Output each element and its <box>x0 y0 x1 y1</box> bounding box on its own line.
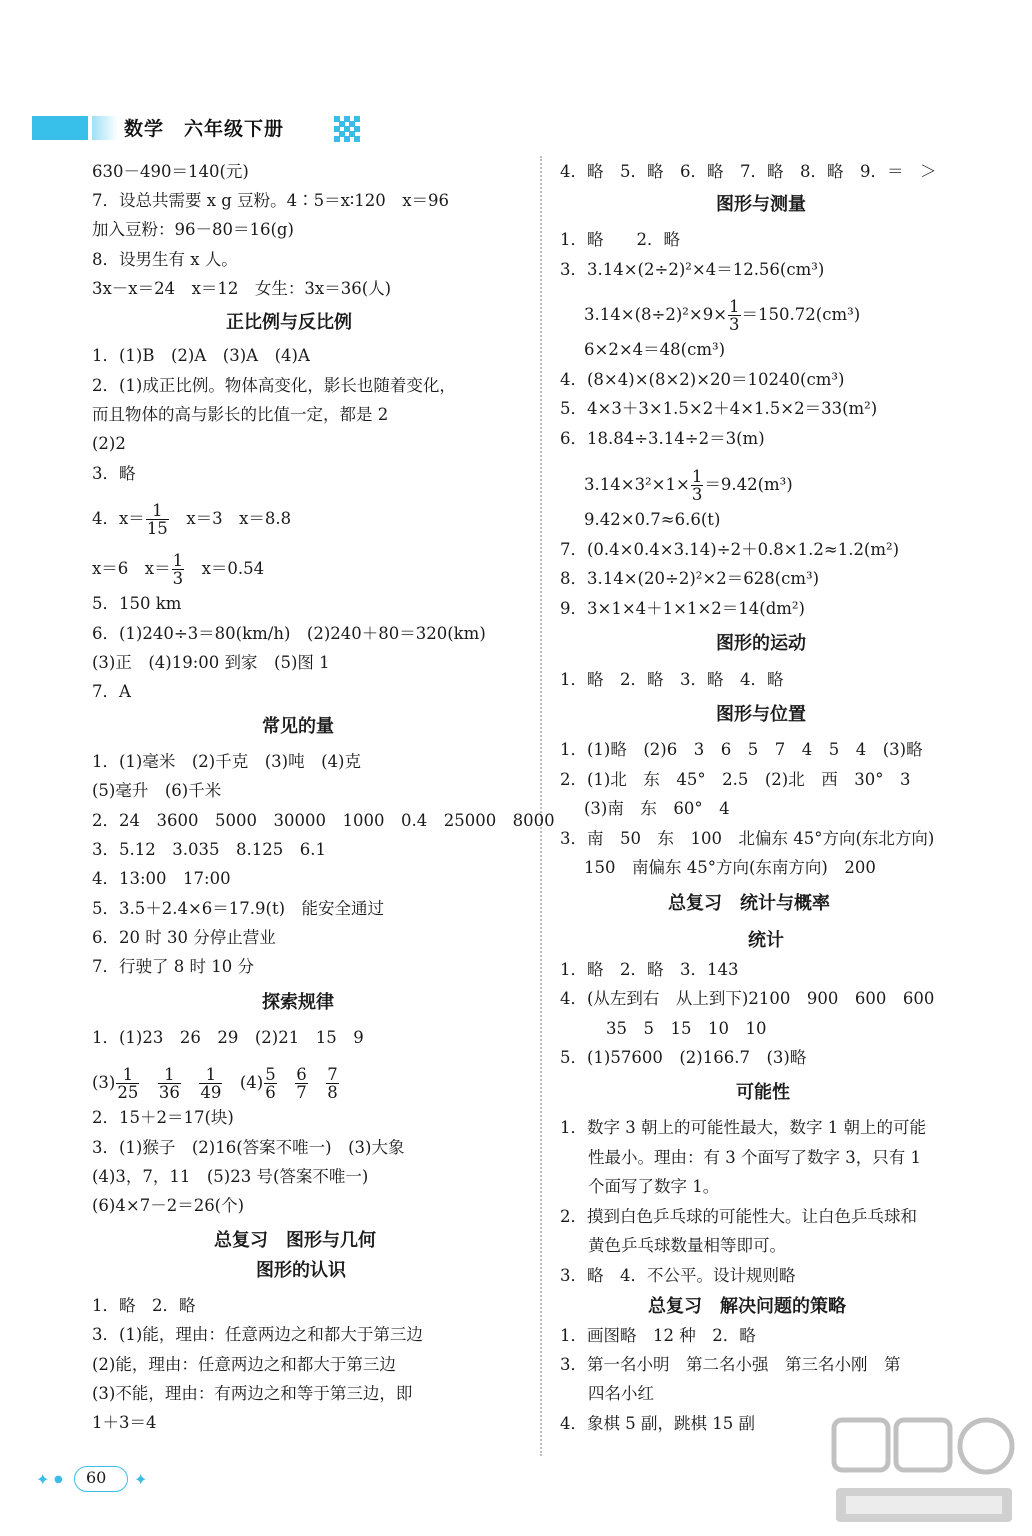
numerator: 5 <box>265 1065 276 1084</box>
answer-line: 性最小。理由：有 3 个面写了数字 3，只有 1 <box>588 1148 921 1167</box>
answer-line: 1．略 2．略 3．略 4．略 <box>560 670 784 689</box>
section-title: 总复习 解决问题的策略 <box>648 1296 846 1317</box>
section-title: 图形与位置 <box>716 704 806 725</box>
section-title: 总复习 图形与几何 <box>214 1230 376 1251</box>
denominator: 6 <box>265 1083 276 1102</box>
section-title: 正比例与反比例 <box>226 312 352 333</box>
numerator: 1 <box>158 1066 181 1084</box>
text: 3.14×(8÷2)²×9× <box>584 305 728 324</box>
dot-icon: ● <box>54 1474 63 1485</box>
answer-line: 7．行驶了 8 时 10 分 <box>92 957 254 976</box>
answer-line: 1．(1)毫米 (2)千克 (3)吨 (4)克 <box>92 752 361 771</box>
denominator: 8 <box>327 1083 338 1102</box>
answer-line: (4)3，7，11 (5)23 号(答案不唯一) <box>92 1167 369 1186</box>
numerator: 1 <box>116 1066 139 1084</box>
numerator: 1 <box>146 502 169 520</box>
answer-line: 6．20 时 30 分停止营业 <box>92 928 276 947</box>
answer-line: (3)南 东 60° 4 <box>584 799 730 818</box>
answer-line: 3．3.14×(2÷2)²×4＝12.56(cm³) <box>560 260 825 279</box>
answer-line: 7．设总共需要 x g 豆粉。4∶5＝x∶120 x＝96 <box>92 191 449 210</box>
text: x＝3 x＝8.8 <box>169 509 292 528</box>
section-title: 图形的运动 <box>716 633 806 654</box>
numerator: 1 <box>729 297 740 316</box>
section-title: 总复习 统计与概率 <box>668 893 830 914</box>
answer-line: 3．南 50 东 100 北偏东 45°方向(东北方向) <box>560 829 935 848</box>
answer-line: 9．3×1×4＋1×1×2＝14(dm²) <box>560 599 805 618</box>
page-header <box>32 112 372 144</box>
text: (4) <box>239 1073 264 1092</box>
text: 4．x＝ <box>92 509 145 528</box>
denominator: 7 <box>296 1083 307 1102</box>
header-gradient-bar <box>92 116 118 140</box>
answer-line: 5．150 km <box>92 594 182 613</box>
answer-line: 黄色乒乓球数量相等即可。 <box>588 1236 786 1255</box>
denominator: 3 <box>691 485 703 504</box>
fraction <box>116 1066 139 1101</box>
star-icon: ✦ <box>36 1470 50 1489</box>
section-title: 探索规律 <box>262 992 334 1013</box>
answer-line: 4．13:00 17:00 <box>92 869 231 888</box>
fraction <box>158 1066 181 1101</box>
answer-line: 1．(1)略 (2)6 3 6 5 7 4 5 4 (3)略 <box>560 740 923 759</box>
answer-line: 1．(1)23 26 29 (2)21 15 9 <box>92 1028 364 1047</box>
denominator: 25 <box>117 1083 139 1102</box>
answer-line: 2．摸到白色乒乓球的可能性大。让白色乒乓球和 <box>560 1207 917 1226</box>
denominator: 36 <box>158 1083 180 1102</box>
answer-line: 3．略 4．不公平。设计规则略 <box>560 1266 796 1285</box>
text: 3.14×3²×1× <box>584 475 690 494</box>
fraction <box>146 502 169 537</box>
answer-line: 35 5 15 10 10 <box>606 1019 767 1038</box>
answer-line: 3．(1)猴子 (2)16(答案不唯一) (3)大象 <box>92 1138 405 1157</box>
answer-line: 1．略 2．略 <box>560 230 680 249</box>
answer-line: (2)能，理由：任意两边之和都大于第三边 <box>92 1355 396 1374</box>
answer-line: 7．A <box>92 682 131 701</box>
header-color-block <box>32 116 88 140</box>
answer-line: 6×2×4＝48(cm³) <box>584 340 726 359</box>
watermark-logo-icon <box>826 1410 1026 1530</box>
answer-line: 2．24 3600 5000 30000 1000 0.4 25000 8000 <box>92 811 555 830</box>
answer-line: 1．略 2．略 <box>92 1296 196 1315</box>
answer-line: 2．(1)成正比例。物体高变化，影长也随着变化， <box>92 376 456 395</box>
answer-line <box>92 502 291 537</box>
numerator: 1 <box>172 551 184 570</box>
fraction <box>199 1066 222 1101</box>
answer-line: 3．第一名小明 第二名小强 第三名小刚 第 <box>560 1355 901 1374</box>
section-title: 图形与测量 <box>716 194 806 215</box>
answer-line: 5．4×3＋3×1.5×2＋4×1.5×2＝33(m²) <box>560 399 878 418</box>
section-subtitle: 图形的认识 <box>256 1260 346 1281</box>
fraction <box>728 298 741 333</box>
fraction <box>326 1066 339 1101</box>
answer-line: 6．(1)240÷3＝80(km/h) (2)240＋80＝320(km) <box>92 624 486 643</box>
star-icon: ✦ <box>134 1470 148 1489</box>
section-subtitle: 统计 <box>748 930 784 951</box>
page-number-text: 60 <box>86 1468 107 1487</box>
answer-line <box>92 1066 340 1101</box>
answer-line: (3)不能，理由：有两边之和等于第三边，即 <box>92 1384 413 1403</box>
answer-line: 而且物体的高与影长的比值一定，都是 2 <box>92 405 389 424</box>
answer-line: 4．(8×4)×(8×2)×20＝10240(cm³) <box>560 370 845 389</box>
answer-line: (3)正 (4)19:00 到家 (5)图 1 <box>92 653 330 672</box>
answer-line: 1．数字 3 朝上的可能性最大，数字 1 朝上的可能 <box>560 1118 926 1137</box>
answer-line: (2)2 <box>92 434 126 453</box>
section-subtitle: 可能性 <box>736 1082 790 1103</box>
answer-line: 3．5.12 3.035 8.125 6.1 <box>92 840 326 859</box>
answer-line: 4．象棋 5 副，跳棋 15 副 <box>560 1414 755 1433</box>
answer-line: 1．(1)B (2)A (3)A (4)A <box>92 346 310 365</box>
text: x＝0.54 <box>185 559 265 578</box>
answer-line: 3x－x＝24 x＝12 女生：3x＝36(人) <box>92 279 392 298</box>
text: (3) <box>92 1073 116 1092</box>
answer-line: 6．18.84÷3.14÷2＝3(m) <box>560 429 765 448</box>
checker-dots-icon <box>334 116 360 142</box>
numerator: 6 <box>296 1065 307 1084</box>
answer-line: 加入豆粉：96－80＝16(g) <box>92 220 294 239</box>
answer-line: 4．略 5．略 6．略 7．略 8．略 9．＝ ＞ <box>560 162 937 181</box>
answer-line: 1．画图略 12 种 2．略 <box>560 1326 756 1345</box>
answer-line: 630－490＝140(元) <box>92 162 249 181</box>
answer-line: 8．3.14×(20÷2)²×2＝628(cm³) <box>560 569 820 588</box>
denominator: 49 <box>200 1083 222 1102</box>
answer-line: 1．略 2．略 3．143 <box>560 960 739 979</box>
answer-line: 四名小红 <box>588 1384 654 1403</box>
denominator: 3 <box>172 569 184 588</box>
answer-line: 4．(从左到右 从上到下)2100 900 600 600 <box>560 989 935 1008</box>
column-divider <box>540 156 542 1456</box>
answer-line <box>92 552 264 587</box>
answer-line <box>584 298 860 333</box>
fraction <box>264 1066 277 1101</box>
denominator: 15 <box>146 519 168 538</box>
text: ＝9.42(m³) <box>704 475 793 494</box>
header-title: 数学 六年级下册 <box>124 118 285 140</box>
answer-line: 150 南偏东 45°方向(东南方向) 200 <box>584 858 876 877</box>
answer-line <box>584 468 793 503</box>
answer-line: (5)毫升 (6)千米 <box>92 781 222 800</box>
answer-line: (6)4×7－2＝26(个) <box>92 1196 245 1215</box>
section-title: 常见的量 <box>262 716 334 737</box>
fraction <box>691 468 704 503</box>
text: x＝6 x＝ <box>92 559 171 578</box>
answer-line: 3．略 <box>92 464 136 483</box>
answer-line: 5．3.5＋2.4×6＝17.9(t) 能安全通过 <box>92 899 385 918</box>
numerator: 7 <box>327 1065 338 1084</box>
answer-line: 7．(0.4×0.4×3.14)÷2＋0.8×1.2≈1.2(m²) <box>560 540 900 559</box>
answer-line: 2．(1)北 东 45° 2.5 (2)北 西 30° 3 <box>560 770 911 789</box>
numerator: 1 <box>691 467 703 486</box>
answer-line: 8．设男生有 x 人。 <box>92 250 238 269</box>
answer-line: 个面写了数字 1。 <box>588 1177 720 1196</box>
watermark-logo <box>826 1410 1026 1530</box>
answer-line: 1＋3＝4 <box>92 1413 157 1432</box>
fraction <box>295 1066 308 1101</box>
numerator: 1 <box>199 1066 222 1084</box>
answer-line: 9.42×0.7≈6.6(t) <box>584 510 721 529</box>
answer-line: 3．(1)能，理由：任意两边之和都大于第三边 <box>92 1325 423 1344</box>
text: ＝150.72(cm³) <box>741 305 861 324</box>
denominator: 3 <box>729 315 740 334</box>
answer-line: 2．15＋2＝17(块) <box>92 1108 234 1127</box>
fraction <box>172 552 185 587</box>
answer-line: 5．(1)57600 (2)166.7 (3)略 <box>560 1048 807 1067</box>
page-number <box>30 1466 170 1496</box>
